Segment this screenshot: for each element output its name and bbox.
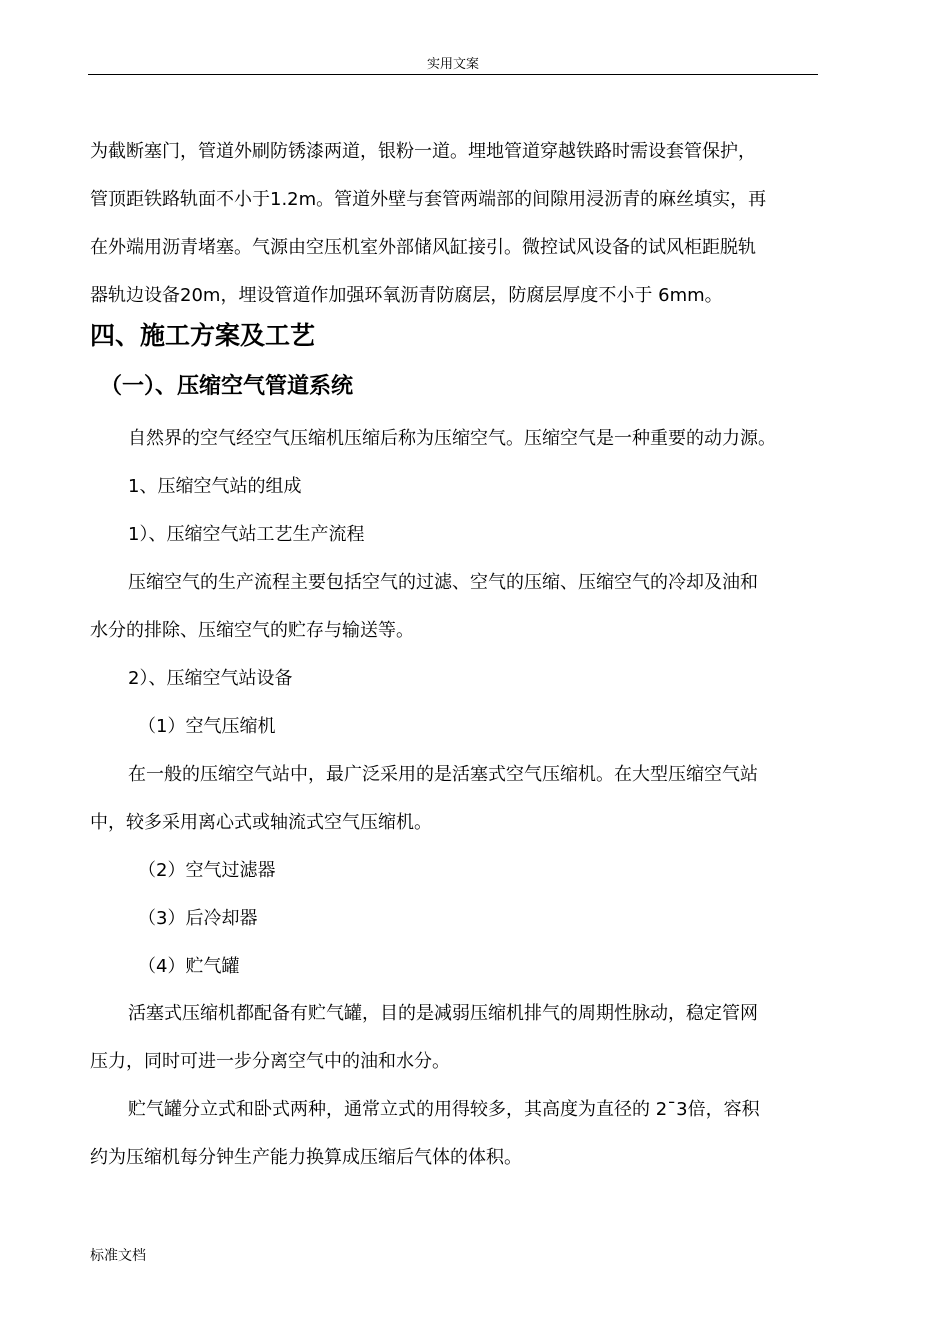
list-item: （1）空气压缩机 [138, 716, 276, 737]
paragraph-line: 活塞式压缩机都配备有贮气罐，目的是减弱压缩机排气的周期性脉动，稳定管网 [128, 1003, 758, 1024]
subsection-heading: （一）、压缩空气管道系统 [100, 374, 354, 399]
paragraph-line: 器轨边设备20m，埋设管道作加强环氧沥青防腐层，防腐层厚度不小于 6mm。 [90, 285, 723, 306]
paragraph-line: 压缩空气的生产流程主要包括空气的过滤、空气的压缩、压缩空气的冷却及油和 [128, 572, 758, 593]
paragraph-line: 中，较多采用离心式或轴流式空气压缩机。 [90, 812, 432, 833]
paragraph-line: 水分的排除、压缩空气的贮存与输送等。 [90, 620, 414, 641]
page-header: 实用文案 [88, 56, 818, 75]
list-item: （3）后冷却器 [138, 908, 258, 929]
page-footer: 标准文档 [90, 1248, 146, 1264]
list-item: （2）空气过滤器 [138, 860, 276, 881]
paragraph-line: 贮气罐分立式和卧式两种，通常立式的用得较多，其高度为直径的 2¯3倍，容积 [128, 1099, 760, 1120]
list-item: （4）贮气罐 [138, 956, 240, 977]
paragraph-line: 在一般的压缩空气站中，最广泛采用的是活塞式空气压缩机。在大型压缩空气站 [128, 764, 758, 785]
paragraph-line: 压力，同时可进一步分离空气中的油和水分。 [90, 1051, 450, 1072]
list-heading: 2）、压缩空气站设备 [128, 668, 293, 689]
list-heading: 1、压缩空气站的组成 [128, 476, 302, 497]
paragraph-line: 自然界的空气经空气压缩机压缩后称为压缩空气。压缩空气是一种重要的动力源。 [128, 428, 776, 449]
paragraph-line: 为截断塞门，管道外刷防锈漆两道，银粉一道。埋地管道穿越铁路时需设套管保护， [90, 141, 756, 162]
paragraph-line: 管顶距铁路轨面不小于1.2m。管道外壁与套管两端部的间隙用浸沥青的麻丝填实，再 [90, 189, 767, 210]
section-heading: 四、施工方案及工艺 [90, 321, 316, 350]
paragraph-line: 在外端用沥青堵塞。气源由空压机室外部储风缸接引。微控试风设备的试风柜距脱轨 [90, 237, 756, 258]
list-heading: 1）、压缩空气站工艺生产流程 [128, 524, 365, 545]
paragraph-line: 约为压缩机每分钟生产能力换算成压缩后气体的体积。 [90, 1147, 522, 1168]
